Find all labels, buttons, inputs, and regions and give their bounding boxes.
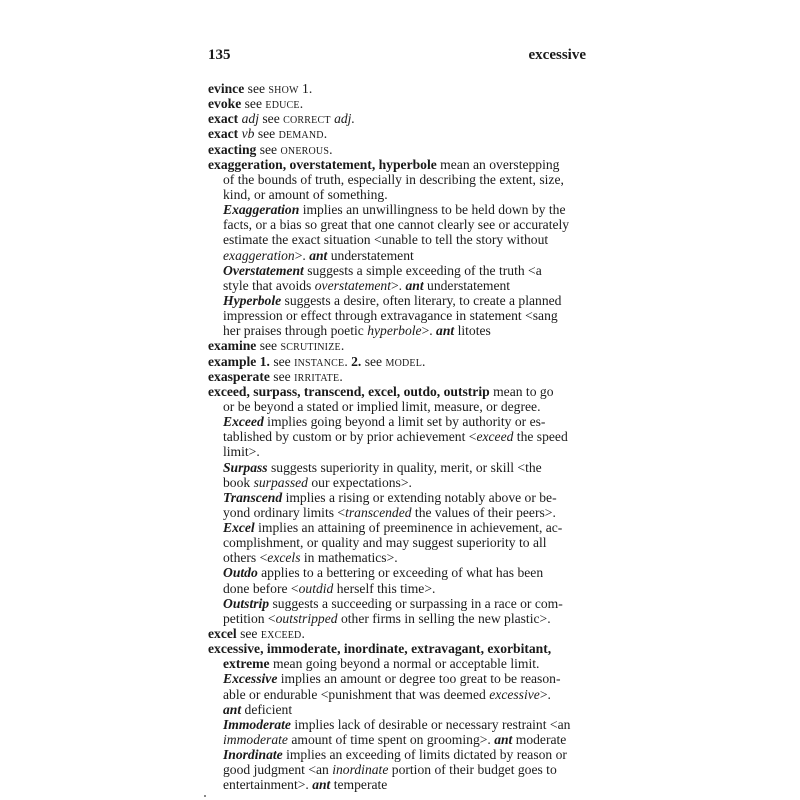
headword: example 1. xyxy=(208,354,270,369)
headword: exceed, surpass, transcend, excel, outdo, outstrip xyxy=(208,384,490,399)
text-line xyxy=(223,490,557,505)
text-run: the speed xyxy=(513,429,568,444)
italic-example: inordinate xyxy=(332,762,389,777)
text-run: >. xyxy=(391,278,406,293)
text-run: understatement xyxy=(327,248,414,263)
text-line xyxy=(208,157,559,172)
discussed-word: ant xyxy=(436,323,455,338)
text-run: mean to go xyxy=(489,384,554,399)
italic-example: overstatement xyxy=(314,278,392,293)
page-number: 135 xyxy=(208,47,231,63)
discussed-word: Exceed xyxy=(223,414,264,429)
text-line xyxy=(223,505,556,520)
text-run: suggests a succeeding or surpassing in a race or com- xyxy=(269,596,563,611)
text-run: implies an exceeding of limits dictated by reason or xyxy=(282,747,567,762)
discussed-word: Surpass xyxy=(223,460,268,475)
text-line xyxy=(223,611,551,626)
text-run: her praises through poetic xyxy=(223,323,368,338)
text-line xyxy=(208,111,355,126)
text-line xyxy=(208,81,312,96)
text-run: impression or effect through extravagance in statement <sang xyxy=(223,308,558,323)
text-line xyxy=(208,641,551,656)
headword: exacting xyxy=(208,142,257,157)
text-run: see xyxy=(254,126,279,141)
discussed-word: ant xyxy=(309,248,328,263)
headword: 2. xyxy=(351,354,362,369)
text-run: done before < xyxy=(223,581,299,596)
text-line xyxy=(223,717,570,732)
text-run: able or endurable <punishment that was deemed xyxy=(223,687,490,702)
text-run: kind, or amount of something. xyxy=(223,187,388,202)
discussed-word: Excel xyxy=(223,520,255,535)
text-run: facts, or a bias so great that one cannot clearly see or accurately xyxy=(223,217,570,232)
discussed-word: Overstatement xyxy=(223,263,304,278)
text-run: mean going beyond a normal or acceptable limit. xyxy=(269,656,540,671)
text-line xyxy=(223,293,561,308)
text-run: . xyxy=(339,369,343,384)
italic-example: hyperbole xyxy=(367,323,422,338)
text-run: book xyxy=(223,475,254,490)
italic-example: exaggeration xyxy=(223,248,295,263)
discussed-word: Inordinate xyxy=(223,747,283,762)
text-line xyxy=(223,460,542,475)
text-run: the values of their peers>. xyxy=(411,505,556,520)
text-run: herself this time>. xyxy=(333,581,436,596)
running-header xyxy=(208,47,586,67)
text-line xyxy=(223,323,491,338)
text-run: suggests a desire, often literary, to create a planned xyxy=(281,293,562,308)
cross-reference: show xyxy=(268,81,299,96)
text-run: see xyxy=(361,354,386,369)
text-run: others < xyxy=(223,550,268,565)
headword: excel xyxy=(208,626,237,641)
italic-example: adj. xyxy=(334,111,355,126)
text-line xyxy=(223,581,435,596)
text-line xyxy=(223,762,557,777)
text-line xyxy=(223,278,510,293)
text-line xyxy=(223,475,412,490)
text-run: temperate xyxy=(330,777,388,792)
cross-reference: correct xyxy=(283,111,331,126)
headword: exasperate xyxy=(208,369,270,384)
italic-example: transcended xyxy=(345,505,412,520)
discussed-word: ant xyxy=(494,732,513,747)
text-run: implies lack of desirable or necessary restraint <an xyxy=(290,717,571,732)
text-line xyxy=(223,414,545,429)
discussed-word: Transcend xyxy=(223,490,283,505)
discussed-word: Outstrip xyxy=(223,596,270,611)
text-line xyxy=(223,596,563,611)
text-line xyxy=(208,354,425,369)
text-run: >. xyxy=(294,248,310,263)
text-run: . xyxy=(323,126,328,141)
text-run: . xyxy=(340,338,345,353)
text-run: complishment, or quality and may suggest superiority to all xyxy=(223,535,547,550)
text-line xyxy=(223,565,543,580)
cross-reference: scrutinize xyxy=(280,338,341,353)
cross-reference: demand xyxy=(278,126,324,141)
text-run: 1. xyxy=(298,81,313,96)
text-run: suggests superiority in quality, merit, or skill <the xyxy=(267,460,542,475)
italic-example: excessive xyxy=(489,687,540,702)
text-run: implies an amount or degree too great to be reason- xyxy=(277,671,561,686)
headword: examine xyxy=(208,338,257,353)
text-run: or be beyond a stated or implied limit, measure, or degree. xyxy=(223,399,541,414)
text-run: portion of their budget goes to xyxy=(388,762,557,777)
text-line xyxy=(208,142,333,157)
text-line xyxy=(208,384,554,399)
text-run: entertainment>. xyxy=(223,777,313,792)
headword: evince xyxy=(208,81,245,96)
scan-speck xyxy=(204,795,206,797)
text-line xyxy=(208,369,343,384)
italic-example: excels xyxy=(267,550,301,565)
text-line xyxy=(223,202,565,217)
text-run: see xyxy=(236,626,261,641)
text-line xyxy=(223,232,548,247)
text-line xyxy=(208,126,327,141)
headword: exaggeration, overstatement, hyperbole xyxy=(208,157,437,172)
text-run: implies an unwillingness to be held down by the xyxy=(299,202,566,217)
text-run: see xyxy=(244,81,269,96)
italic-example: surpassed xyxy=(253,475,308,490)
text-run: see xyxy=(256,142,281,157)
text-run: style that avoids xyxy=(223,278,315,293)
text-line xyxy=(223,656,539,671)
headword: exact xyxy=(208,126,239,141)
text-line xyxy=(223,747,567,762)
italic-example: adj xyxy=(241,111,259,126)
text-run: implies going beyond a limit set by authority or es- xyxy=(263,414,546,429)
guide-word: excessive xyxy=(528,47,586,63)
text-run: see xyxy=(258,111,284,126)
italic-example: outdid xyxy=(298,581,334,596)
text-line xyxy=(208,96,303,111)
text-run: see xyxy=(241,96,266,111)
text-line xyxy=(223,702,292,717)
text-line xyxy=(208,338,344,353)
text-line xyxy=(223,535,547,550)
text-line xyxy=(208,626,305,641)
text-run: yond ordinary limits < xyxy=(223,505,346,520)
discussed-word: Hyperbole xyxy=(223,293,282,308)
text-run: of the bounds of truth, especially in describing the extent, size, xyxy=(223,172,564,187)
text-run: deficient xyxy=(241,702,293,717)
text-run: amount of time spent on grooming>. xyxy=(287,732,495,747)
cross-reference: instance xyxy=(294,354,345,369)
headword: excessive, immoderate, inordinate, extravagant, exorbitant, xyxy=(208,641,552,656)
discussed-word: ant xyxy=(312,777,331,792)
text-run: in mathematics>. xyxy=(300,550,398,565)
cross-reference: onerous xyxy=(280,142,330,157)
text-run: . xyxy=(422,354,426,369)
text-line xyxy=(223,187,388,202)
text-line xyxy=(223,172,564,187)
text-run: mean an overstepping xyxy=(436,157,560,172)
text-line xyxy=(223,671,560,686)
text-run: . xyxy=(329,142,333,157)
text-run: applies to a bettering or exceeding of what has been xyxy=(257,565,544,580)
text-line xyxy=(223,520,562,535)
text-line xyxy=(223,429,568,444)
discussed-word: Immoderate xyxy=(223,717,291,732)
discussed-word: ant xyxy=(405,278,424,293)
text-run: litotes xyxy=(454,323,491,338)
italic-example: exceed xyxy=(476,429,514,444)
text-run: moderate xyxy=(512,732,567,747)
text-line xyxy=(223,777,387,792)
text-line xyxy=(223,550,398,565)
text-run: see xyxy=(256,338,281,353)
text-run: implies a rising or extending notably above or be- xyxy=(282,490,557,505)
headword: evoke xyxy=(208,96,242,111)
cross-reference: exceed xyxy=(260,626,302,641)
text-line xyxy=(223,399,540,414)
text-line xyxy=(223,248,414,263)
text-run: see xyxy=(269,354,295,369)
italic-example: immoderate xyxy=(223,732,288,747)
text-run: . xyxy=(344,354,352,369)
text-run: implies an attaining of preeminence in achievement, ac- xyxy=(254,520,563,535)
text-run: other firms in selling the new plastic>. xyxy=(337,611,551,626)
text-run: >. xyxy=(421,323,437,338)
text-run: good judgment <an xyxy=(223,762,333,777)
text-run: petition < xyxy=(223,611,276,626)
discussed-word: Excessive xyxy=(223,671,278,686)
headword: extreme xyxy=(223,656,270,671)
headword: exact xyxy=(208,111,239,126)
text-line xyxy=(223,687,551,702)
discussed-word: Outdo xyxy=(223,565,258,580)
text-run: >. xyxy=(539,687,551,702)
cross-reference: model xyxy=(385,354,423,369)
text-line xyxy=(223,732,566,747)
discussed-word: Exaggeration xyxy=(223,202,300,217)
text-run: limit>. xyxy=(223,444,260,459)
discussed-word: ant xyxy=(223,702,242,717)
text-run: suggests a simple exceeding of the truth <a xyxy=(303,263,542,278)
text-run: . xyxy=(299,96,304,111)
cross-reference: irritate xyxy=(294,369,340,384)
text-run: tablished by custom or by prior achievement < xyxy=(223,429,477,444)
italic-example: outstripped xyxy=(275,611,338,626)
text-line xyxy=(223,263,542,278)
text-run: our expectations>. xyxy=(307,475,412,490)
text-run: understatement xyxy=(423,278,511,293)
text-run: . xyxy=(301,626,305,641)
text-line xyxy=(223,444,260,459)
text-line xyxy=(223,217,569,232)
italic-example: vb xyxy=(241,126,255,141)
text-run: see xyxy=(269,369,295,384)
text-line xyxy=(223,308,558,323)
cross-reference: educe xyxy=(265,96,300,111)
text-run: estimate the exact situation <unable to tell the story without xyxy=(223,232,549,247)
